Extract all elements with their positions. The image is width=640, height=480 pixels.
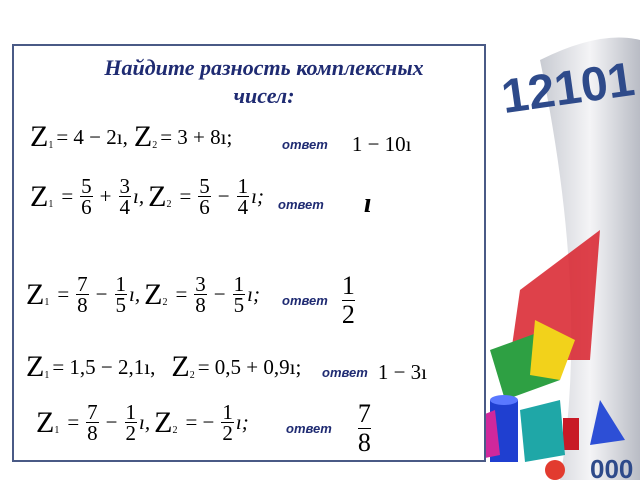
teal-prism-shape [520, 400, 565, 462]
svg-text:000: 000 [590, 454, 634, 480]
z1-symbol: Z [30, 120, 49, 153]
answer-5-value: 7 8 [357, 399, 371, 457]
answer-2-value: ı [363, 188, 372, 219]
z2-symbol: Z [133, 120, 153, 153]
page-title [40, 54, 488, 110]
fraction: $\frac{1}{4}$ [237, 174, 249, 219]
problem-1-z1: = 4 − 2ı, [56, 124, 128, 149]
decor-digits: 12101 [498, 52, 638, 125]
answer-3-value: 1 2 [341, 271, 355, 329]
problem-5: Z 1 = $\frac{7}{8}$ − $\frac{1}{2}$ ı, Z 2 = − $\frac{1}{2}$ ı; [36, 400, 249, 445]
answer-4: ответ 1 − 3ı [322, 360, 428, 384]
title-line-1: Найдите разность комплексных [104, 55, 424, 80]
title-line-2: чисел: [233, 83, 295, 108]
problem-3: Z 1 = $\frac{7}{8}$ − $\frac{1}{5}$ ı, Z 2 = $\frac{3}{8}$ − $\frac{1}{5}$ ı; [26, 272, 260, 317]
answer-3: ответ 1 2 [282, 271, 355, 329]
fraction: $\frac{5}{6}$ [81, 174, 92, 219]
problem-4: Z 1 = 1,5 − 2,1ı, Z 2 = 0,5 + 0,9ı; [26, 350, 302, 383]
answer-4-value: 1 − 3ı [377, 360, 428, 384]
answer-1-value: 1 − 10ı [351, 132, 412, 156]
problem-1: Z 1 = 4 − 2ı, Z 2 = 3 + 8ı; [30, 120, 233, 153]
answer-5: ответ 7 8 [286, 399, 371, 457]
fraction: $\frac{3}{4}$ [119, 174, 131, 219]
small-sphere-shape [545, 460, 565, 480]
answer-2: ответ ı [278, 188, 372, 219]
fraction: $\frac{5}{6}$ [199, 174, 210, 219]
answer-label: ответ [282, 137, 328, 152]
problem-1-z2: = 3 + 8ı; [160, 124, 233, 149]
problem-2: Z 1 = $\frac{5}{6}$ + $\frac{3}{4}$ ı, Z 2 = $\frac{5}{6}$ − $\frac{1}{4}$ ı; [30, 174, 264, 219]
answer-1 [282, 132, 412, 157]
problem-4-z2: = 0,5 + 0,9ı; [197, 354, 302, 379]
problem-4-z1: = 1,5 − 2,1ı, [52, 354, 156, 379]
red-cylinder-shape [563, 418, 579, 450]
